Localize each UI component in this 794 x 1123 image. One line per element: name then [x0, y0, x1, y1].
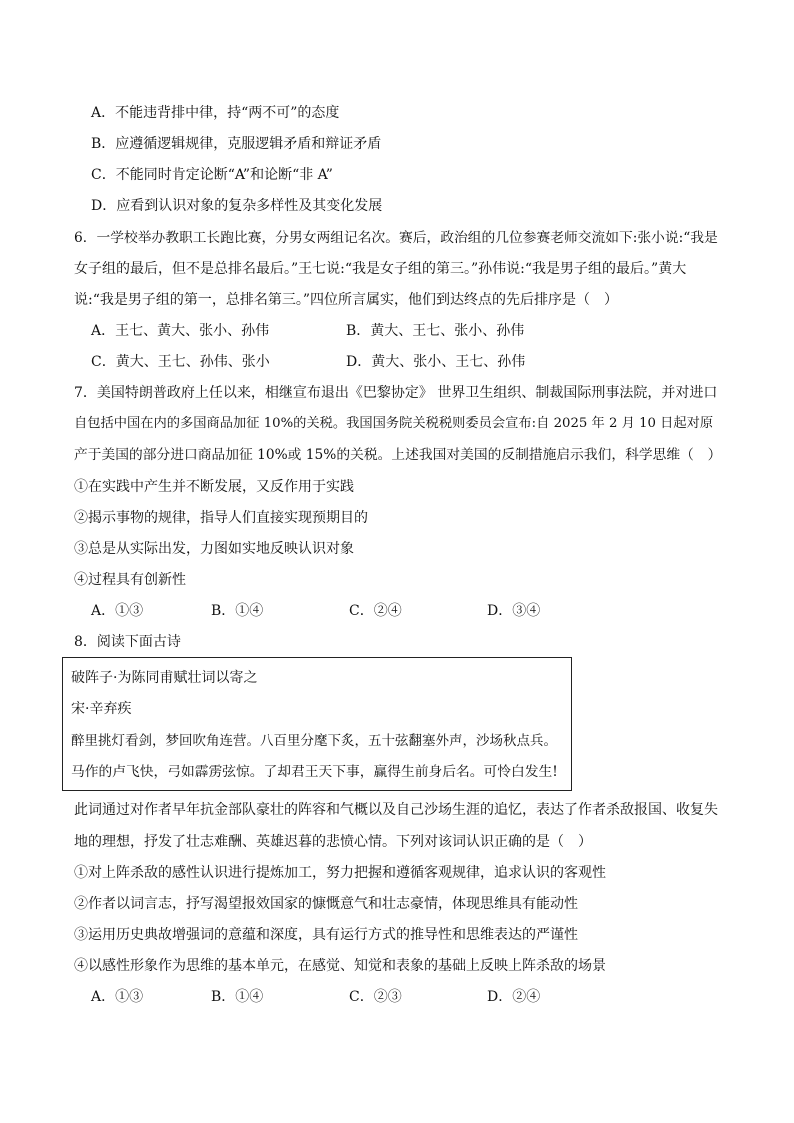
q8-options-row	[91, 988, 591, 1006]
q8-stem: 8．阅读下面古诗	[74, 634, 181, 650]
q6-option-b: B．黄大、王七、张小、孙伟	[346, 323, 525, 339]
q7-item-4: ④过程具有创新性	[74, 572, 186, 588]
q7-stem-line-1: 7．美国特朗普政府上任以来，相继宣布退出《巴黎协定》 世界卫生组织、制裁国际刑事法院，并对进口	[74, 385, 718, 401]
q6-option-c: C．黄大、王七、孙伟、张小	[91, 354, 270, 370]
q7-item-1: ①在实践中产生并不断发展，又反作用于实践	[74, 479, 354, 495]
q8-option-c: C．②③	[349, 989, 402, 1005]
q7-option-c: C．②④	[349, 603, 402, 619]
q5-option-a: A．不能违背排中律，持“两不可”的态度	[91, 105, 340, 121]
q7-stem-line-3: 产于美国的部分进口商品加征 10%或 15%的关税。上述我国对美国的反制措施启示我们，科学思维（ ）	[74, 447, 722, 463]
q8-option-a: A．①③	[91, 989, 144, 1005]
q7-item-2: ②揭示事物的规律，指导人们直接实现预期目的	[74, 510, 368, 526]
q6-options-row-2	[91, 353, 691, 371]
q8-desc-line-2: 地的理想，抒发了壮志难酬、英雄迟暮的悲愤心情。下列对该词认识正确的是（ ）	[74, 834, 592, 850]
q7-option-d: D．③④	[487, 603, 541, 619]
q7-options-row	[91, 602, 591, 620]
poem-box	[62, 657, 572, 791]
q6-options-row-1	[91, 322, 691, 340]
poem-title: 破阵子·为陈同甫赋壮词以寄之	[71, 670, 258, 686]
q6-stem-line-2: 女子组的最后，但不是总排名最后。”王七说:“我是女子组的第三。”孙伟说:“我是男子组的最后。”黄大	[74, 261, 687, 277]
q7-option-b: B．①④	[211, 603, 264, 619]
poem-line-2: 马作的卢飞快，弓如霹雳弦惊。了却君王天下事，赢得生前身后名。可怜白发生!	[71, 764, 558, 780]
q5-option-c: C．不能同时肯定论断“A”和论断“非 A”	[91, 167, 333, 183]
q6-option-d: D．黄大、张小、王七、孙伟	[346, 354, 526, 370]
q7-stem-line-2: 自包括中国在内的多国商品加征 10%的关税。我国国务院关税税则委员会宣布:自 2025 年 2 月 10 日起对原	[74, 416, 714, 431]
q8-option-d: D．②④	[487, 989, 541, 1005]
q6-stem-line-1: 6．一学校举办教职工长跑比赛，分男女两组记名次。赛后，政治组的几位参赛老师交流如下:张小说:“我是	[74, 230, 718, 246]
q5-option-b: B．应遵循逻辑规律，克服逻辑矛盾和辩证矛盾	[91, 136, 382, 152]
q8-item-1: ①对上阵杀敌的感性认识进行提炼加工，努力把握和遵循客观规律，追求认识的客观性	[74, 865, 606, 881]
q8-desc-line-1: 此词通过对作者早年抗金部队豪壮的阵容和气概以及自己沙场生涯的追忆，表达了作者杀敌报国、收复失	[74, 802, 718, 818]
q6-stem-line-3: 说:“我是男子组的第一，总排名第三。”四位所言属实，他们到达终点的先后排序是（ ）	[74, 292, 619, 308]
q6-option-a: A．王七、黄大、张小、孙伟	[91, 323, 270, 339]
q8-item-4: ④以感性形象作为思维的基本单元，在感觉、知觉和表象的基础上反映上阵杀敌的场景	[74, 958, 606, 974]
q7-option-a: A．①③	[91, 603, 144, 619]
q8-item-3: ③运用历史典故增强词的意蕴和深度，具有运行方式的推导性和思维表达的严谨性	[74, 927, 578, 943]
poem-line-1: 醉里挑灯看剑，梦回吹角连营。八百里分麾下炙，五十弦翻塞外声，沙场秋点兵。	[71, 733, 557, 749]
q8-option-b: B．①④	[211, 989, 264, 1005]
poem-author: 宋·辛弃疾	[71, 701, 132, 717]
q8-item-2: ②作者以词言志，抒写渴望报效国家的慷慨意气和壮志豪情，体现思维具有能动性	[74, 896, 578, 912]
q7-item-3: ③总是从实际出发，力图如实地反映认识对象	[74, 541, 354, 557]
q5-option-d: D．应看到认识对象的复杂多样性及其变化发展	[91, 198, 383, 214]
